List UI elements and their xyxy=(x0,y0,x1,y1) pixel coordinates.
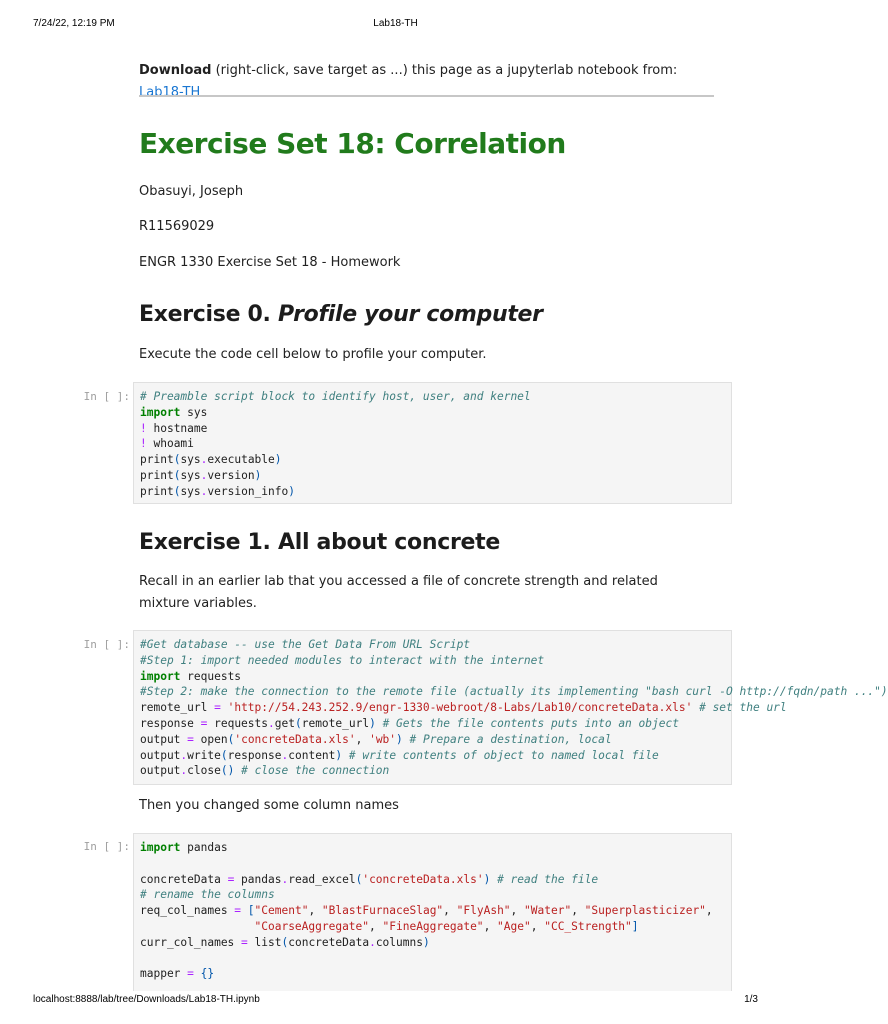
exercise0-heading xyxy=(139,299,543,331)
cell-prompt: In [ ]: xyxy=(83,840,130,853)
exercise1-text: Recall in an earlier lab that you accessed a file of concrete strength and related mixture variables. xyxy=(139,574,658,611)
exercise0-heading-italic: Profile your computer xyxy=(277,302,543,327)
course-label: ENGR 1330 Exercise Set 18 - Homework xyxy=(139,255,401,270)
download-label: Download xyxy=(139,63,212,78)
cell-prompt: In [ ]: xyxy=(83,638,130,651)
exercise1-heading: Exercise 1. All about concrete xyxy=(139,530,500,555)
exercise1-text2: Then you changed some column names xyxy=(139,798,399,813)
print-page-number: 1/3 xyxy=(744,994,758,1005)
divider xyxy=(139,95,714,97)
print-footer xyxy=(33,994,758,1008)
page-title: Exercise Set 18: Correlation xyxy=(139,127,566,160)
code-cell-download[interactable] xyxy=(133,630,888,785)
exercise0-heading-plain: Exercise 0. xyxy=(139,302,278,327)
code-editor[interactable]: # Preamble script block to identify host, user, and kernel import sys ! hostname ! whoami print(sys.executable) print(sys.version) print(sys.version_info) xyxy=(140,390,531,498)
download-text: (right-click, save target as ...) this page as a jupyterlab notebook from: xyxy=(211,63,678,78)
print-url: localhost:8888/lab/tree/Downloads/Lab18-TH.ipynb xyxy=(33,994,260,1005)
cell-prompt: In [ ]: xyxy=(83,390,130,403)
print-header xyxy=(33,18,758,32)
code-editor[interactable]: import pandas concreteData = pandas.read_excel('concreteData.xls') # read the file # rename the columns req_col_names = ["Cement", "BlastFurnaceSlag", "FlyAsh", "Water", "Superplasticizer", "CoarseAggregate", "FineAggregate", "Age", "CC_Strength"] curr_col_names = list(concreteData.columns) mapper = {} xyxy=(140,841,713,981)
print-title: Lab18-TH xyxy=(373,18,418,29)
code-cell-profile[interactable] xyxy=(133,382,732,504)
download-line xyxy=(139,60,719,104)
student-id: R11569029 xyxy=(139,219,215,234)
exercise0-text: Execute the code cell below to profile your computer. xyxy=(139,347,487,362)
download-link[interactable]: Lab18-TH xyxy=(139,85,201,100)
code-editor[interactable]: #Get database -- use the Get Data From URL Script #Step 1: import needed modules to interact with the internet import requests #Step 2: make the connection to the remote file (actually its implementing "bash curl -O http://fqdn/path ...") remote_url = 'http://54.243.252.9/engr-1330-webroot/8-Labs/Lab10/concreteData.xls' # set the url response = requests.get(remote_url) # Gets the file contents puts into an object output = open('concreteData.xls', 'wb') # Prepare a destination, local output.write(response.content) # write contents of object to named local file output.close() # close the connection xyxy=(140,638,888,778)
print-datetime: 7/24/22, 12:19 PM xyxy=(33,18,115,29)
author-name: Obasuyi, Joseph xyxy=(139,184,244,199)
code-cell-rename[interactable] xyxy=(133,833,732,991)
